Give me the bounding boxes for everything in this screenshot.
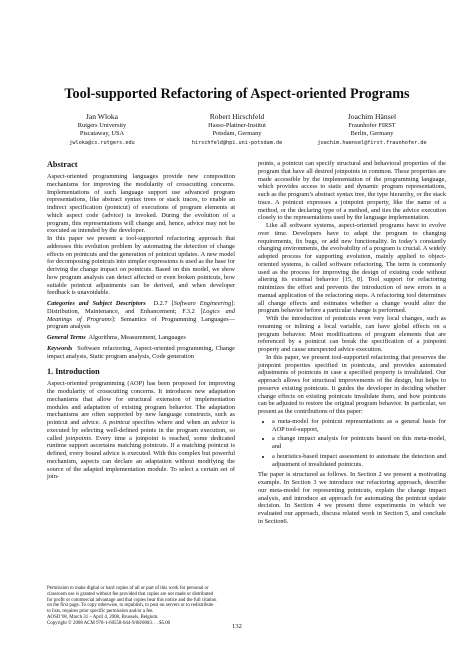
- categories-descriptors: [47, 300, 235, 331]
- author-name: Jan Wloka: [85, 112, 119, 121]
- author-location: Piscataway, USA: [79, 130, 125, 138]
- footnote-line: Copyright © 2008 ACM 978-1-60558-044-9/08/0003. . . $5.00: [47, 620, 171, 626]
- list-item: • a heuristics-based impact assessment to automate the detection and adjustment of invalidated pointcuts.: [272, 453, 446, 469]
- intro-text: is executed by selecting well-defined points in the program execution, so called: [47, 419, 235, 442]
- intro-text: advice: [211, 419, 229, 426]
- author-name: Robert Hirschfeld: [209, 112, 265, 121]
- author-location: Potsdam, Germany: [212, 130, 262, 138]
- section-heading: 1. Introduction: [47, 367, 100, 377]
- general-terms: [47, 334, 235, 342]
- general-terms-text: Algorithms, Measurement, Languages: [88, 334, 186, 341]
- left-column: [47, 160, 235, 481]
- abstract-paragraph: In this paper we present a tool-supported refactoring approach that addresses this evolution problem by automating the detection of change effects on pointcuts and the generation of pointcut updates. A new model for decomposing pointcuts into simpler expressions is used as the base for deriving the change impact on pointcuts. Based on this model, we show how program analysis can detect affected or even broken pointcuts, how suitable pointcut adjustments can be derived, and when developer feedback is unavoidable.: [47, 235, 235, 297]
- body-paragraph: points, a pointcut can specify structural and behavioral properties of the program that have all desired joinpoints in common. These properties are made accessible by the implementation of the programming language, which provides access to static and dynamic program representations, such as the program’s abstract syntax tree, the type hierarchy, or the stack trace. A pointcut expresses a joinpoint property, like the name of a method, or the declaring type of a method, and ties the advice execution closely to the representations used by the language implementation.: [258, 160, 446, 222]
- paper-title: Tool-supported Refactoring of Aspect-oriented Programs: [64, 86, 410, 102]
- author-name: Joachim Hänsel: [347, 112, 397, 121]
- intro-text: pointcut: [109, 419, 130, 426]
- body-paragraph: In this paper, we present tool-supported refactoring that preserves the joinpoint properties specified in pointcuts, and provides automated adjustments of pointcuts in case a specified property is invalidated. Our approach allows for structural improvements of the design, but helps to preserve existing pointcuts. It guides the developer in deciding whether change effects on existing pointcuts invalidate them, and how pointcuts can be adjusted to restore the original program behavior. In particular, we present as the contributions of this paper:: [258, 353, 446, 415]
- contributions-list: [258, 418, 446, 469]
- intro-text: specifies where and when an: [129, 419, 212, 426]
- categories-text: ]: Distribution, Maintenance, and Enhancement; F.3.2 [: [47, 300, 236, 315]
- keywords-text: Software refactoring, Aspect-oriented programming, Change impact analysis, Static program analysis, Code generation: [47, 344, 235, 360]
- abstract-heading: Abstract: [47, 160, 78, 169]
- intro-text: joinpoints: [65, 434, 91, 442]
- footnote-line: for profit or commercial advantage and that copies bear this notice and the full citation: [47, 597, 217, 603]
- footnote-line: on the first page. To copy otherwise, to republish, to post on servers or to redistribute: [47, 603, 214, 609]
- author-email: joachim.haensel@first.fraunhofer.de: [317, 139, 427, 146]
- author-email: jwloka@cs.rutgers.edu: [69, 139, 135, 146]
- footnote-line: to lists, requires prior specific permission and/or a fee.: [47, 609, 154, 615]
- intro-text: . Every time a joinpoint is reached, some dedicated runtime support ascertains matching pointcuts. If a matching pointcut is defined, every bound advice is executed. With this complex but powerful mechanism, aspects can declare an adaptation without modifying the source of the adapted implementation module. To select a certain set of join-: [47, 434, 236, 481]
- abstract-paragraph: Aspect-oriented programming languages provide new composition mechanisms for improving the modularity of crosscutting concerns. Implementations of such language support use advanced program representations, like abstract syntax trees or stack traces, to enable an indirect specification (pointcut) of executions of program elements at which aspect code (advice) is invoked. During the evolution of a program, this representations will change and, hence, advice may not be executed as intended by the developer.: [47, 173, 235, 235]
- keywords: [47, 345, 235, 361]
- categories-text: Logics and Meanings of Programs: [47, 307, 235, 323]
- categories-label: Categories and Subject Descriptors: [47, 300, 146, 307]
- author-location: Berlin, Germany: [350, 130, 394, 138]
- page-number: 132: [232, 623, 242, 630]
- author-email: hirschfeld@hpi.uni-potsdam.de: [191, 139, 283, 146]
- categories-text: ]: Semantics of Programming Languages—program analysis: [47, 315, 235, 331]
- categories-text: D.2.7 [: [153, 300, 174, 307]
- author-block: [162, 112, 312, 147]
- keywords-label: Keywords: [47, 344, 73, 352]
- author-block: [297, 112, 447, 147]
- intro-paragraph: [47, 380, 235, 481]
- author-affiliation: Rutgers University: [77, 122, 127, 129]
- right-column: [258, 160, 446, 526]
- list-item: • a change impact analysis for pointcuts based on this meta-model, and: [272, 435, 446, 451]
- list-item: • a meta-model for pointcut representations as a general basis for AOP tool-support,: [272, 418, 446, 434]
- general-terms-label: General Terms: [47, 334, 86, 341]
- body-paragraph: With the introduction of pointcuts even very local changes, such as renaming or inlining a local variable, can have global effects on a program behavior. Most modifications of program elements that are referenced by a pointcut can break the specification of a joinpoint property and cause unexpected advice execution.: [258, 315, 446, 353]
- footnote-line: AOSD’08, March 31 – April 4, 2008, Brussels, Belgium.: [47, 614, 159, 620]
- author-block: [27, 112, 177, 147]
- author-affiliation: Fraunhofer FIRST: [348, 122, 396, 129]
- footnote-line: classroom use is granted without fee provided that copies are not made or distributed: [47, 591, 214, 597]
- body-paragraph: Like all software systems, aspect-oriented programs have to evolve over time. Developers have to adapt the program to changing requirements, fix bugs, or add new functionality. In today’s constantly changing environments, the evolvability of a program is crucial. A widely adopted process for supporting evolution, mainly applied to object-oriented systems, is called software refactoring. The term is commonly used as the process for improving the design of existing code without altering its external behavior [15, 8]. Tool support for refactoring minimizes the effort and prevents the introduction of new errors in a manual application of the refactoring steps. A refactoring tool determines all change effects and estimates whether a change would alter the program behavior before a particular change is performed.: [258, 222, 446, 315]
- copyright-footnote: [47, 586, 235, 627]
- body-paragraph: The paper is structured as follows. In Section 2 we present a motivating example. In Section 3 we introduce our refactoring approach, describe our meta-model for representing pointcuts, explain the change impact analysis, and introduce an approach for automating the pointcut update decision. In Section 4 we present three experiments in which we evaluated our approach, discuss related work in Section 5, and conclude in Section6.: [258, 471, 446, 525]
- categories-text: Software Engineering: [173, 300, 232, 307]
- intro-text: Aspect-oriented programming (AOP) has been proposed for improving the modularity of crosscutting concerns. It introduces new adaptation mechanisms that allow for structural extension of implementation modules and adaptation of existing program behavior. The adaptation mechanisms are often supported by new language constructs, such as pointcut and advice. A: [47, 380, 235, 426]
- footnote-line: Permission to make digital or hard copies of all or part of this work for personal or: [47, 586, 209, 591]
- author-affiliation: Hasso-Plattner-Institut: [208, 122, 266, 129]
